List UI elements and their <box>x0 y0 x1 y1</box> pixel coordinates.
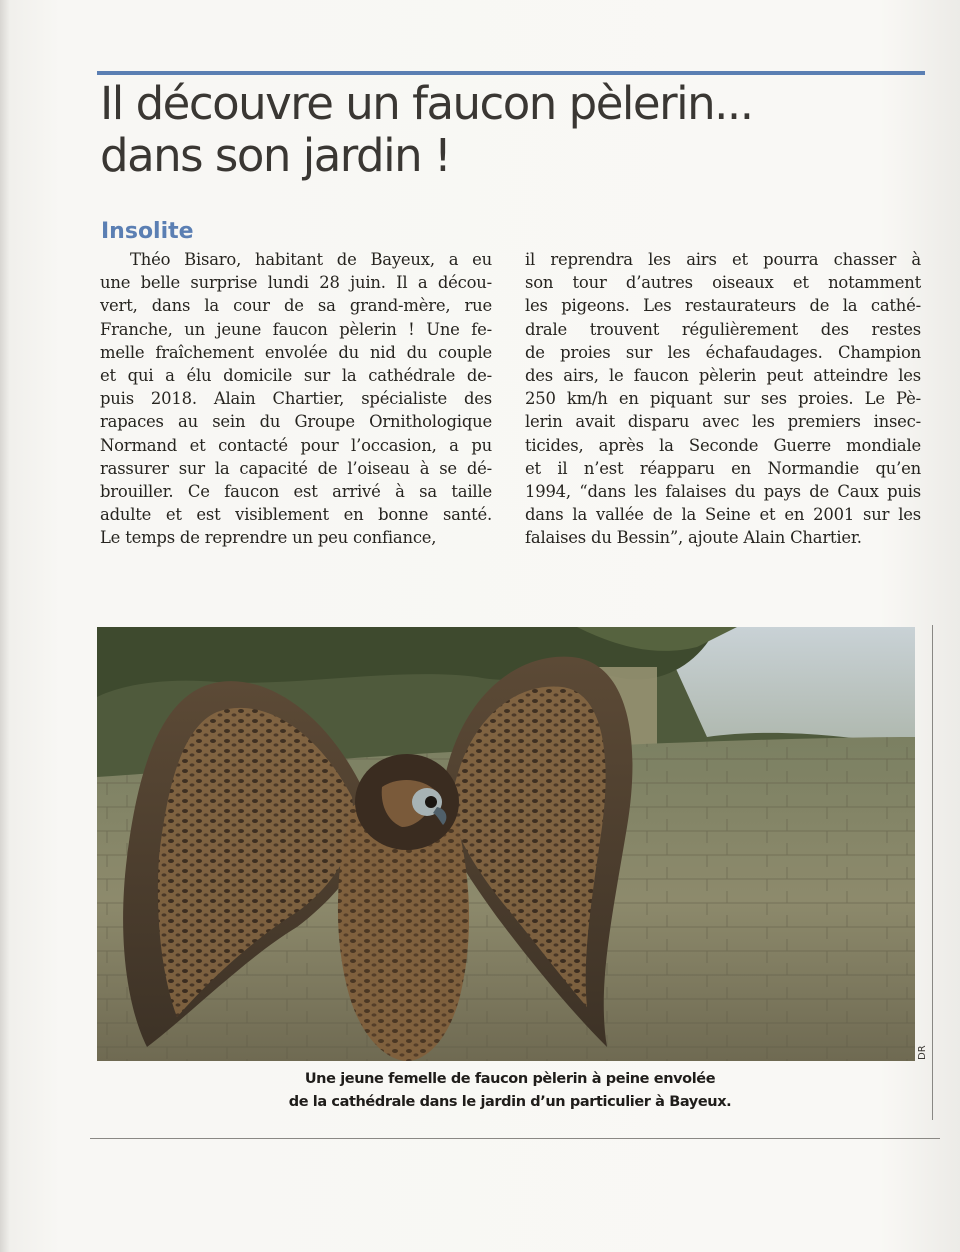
right-column-line: des airs, le faucon pèlerin peut atteindre les <box>525 366 921 386</box>
left-column-line: Normand et contacté pour l’occasion, a pu <box>100 435 492 455</box>
right-column-line: lerin avait disparu avec les premiers insec- <box>525 412 921 432</box>
right-column-line: drale trouvent régulièrement des restes <box>525 319 921 339</box>
left-column-line: une belle surprise lundi 28 juin. Il a décou- <box>100 273 492 293</box>
right-column-line: il reprendra les airs et pourra chasser à <box>525 250 921 269</box>
left-column-line: Le temps de reprendre un peu confiance, <box>100 528 437 548</box>
falcon-photo <box>97 627 915 1061</box>
left-column-line: puis 2018. Alain Chartier, spécialiste des <box>100 389 492 409</box>
right-column-line: son tour d’autres oiseaux et notamment <box>525 273 921 293</box>
caption-line-2: de la cathédrale dans le jardin d’un particulier à Bayeux. <box>288 1094 732 1110</box>
headline-top-rule <box>97 71 925 75</box>
article-column-left <box>100 248 492 550</box>
headline-line-1: Il découvre un faucon pèlerin... <box>100 77 753 130</box>
left-column-line: brouiller. Ce faucon est arrivé à sa taille <box>100 482 492 502</box>
article-column-right <box>525 248 921 550</box>
right-column-line: dans la vallée de la Seine et en 2001 sur les <box>525 505 921 525</box>
right-column-line: ticides, après la Seconde Guerre mondiale <box>525 435 921 455</box>
column-rule-right <box>932 625 933 1120</box>
left-column-line: vert, dans la cour de sa grand-mère, rue <box>100 296 492 316</box>
headline <box>100 78 920 182</box>
left-column-line: adulte et est visiblement en bonne santé. <box>100 505 492 525</box>
left-column-line: melle fraîchement envolée du nid du couple <box>100 342 492 362</box>
left-column-line: rassurer sur la capacité de l’oiseau à se dé- <box>100 458 492 478</box>
left-column-line: rapaces au sein du Groupe Ornithologique <box>100 412 492 432</box>
left-column-line: Théo Bisaro, habitant de Bayeux, a eu <box>130 250 492 269</box>
scan-edge-shadow <box>0 0 10 1252</box>
caption-line-1: Une jeune femelle de faucon pèlerin à peine envolée <box>304 1071 716 1087</box>
photo-caption <box>200 1068 820 1114</box>
right-column-line: falaises du Bessin”, ajoute Alain Chartier. <box>525 528 862 548</box>
right-column-line: 250 km/h en piquant sur ses proies. Le Pè- <box>525 389 921 409</box>
headline-line-2: dans son jardin ! <box>100 129 451 182</box>
left-column-line: Franche, un jeune faucon pèlerin ! Une fe- <box>100 319 492 339</box>
section-kicker: Insolite <box>101 219 194 244</box>
article-bottom-rule <box>90 1138 940 1139</box>
left-column-line: et qui a élu domicile sur la cathédrale de- <box>100 366 492 386</box>
falcon-photo-illustration <box>97 627 915 1061</box>
right-column-line: de proies sur les échafaudages. Champion <box>525 342 921 362</box>
right-column-line: et il n’est réapparu en Normandie qu’en <box>525 458 921 478</box>
photo-credit: DR <box>917 1045 928 1060</box>
right-column-line: les pigeons. Les restaurateurs de la cathé- <box>525 296 921 316</box>
right-column-line: 1994, “dans les falaises du pays de Caux puis <box>525 482 921 502</box>
